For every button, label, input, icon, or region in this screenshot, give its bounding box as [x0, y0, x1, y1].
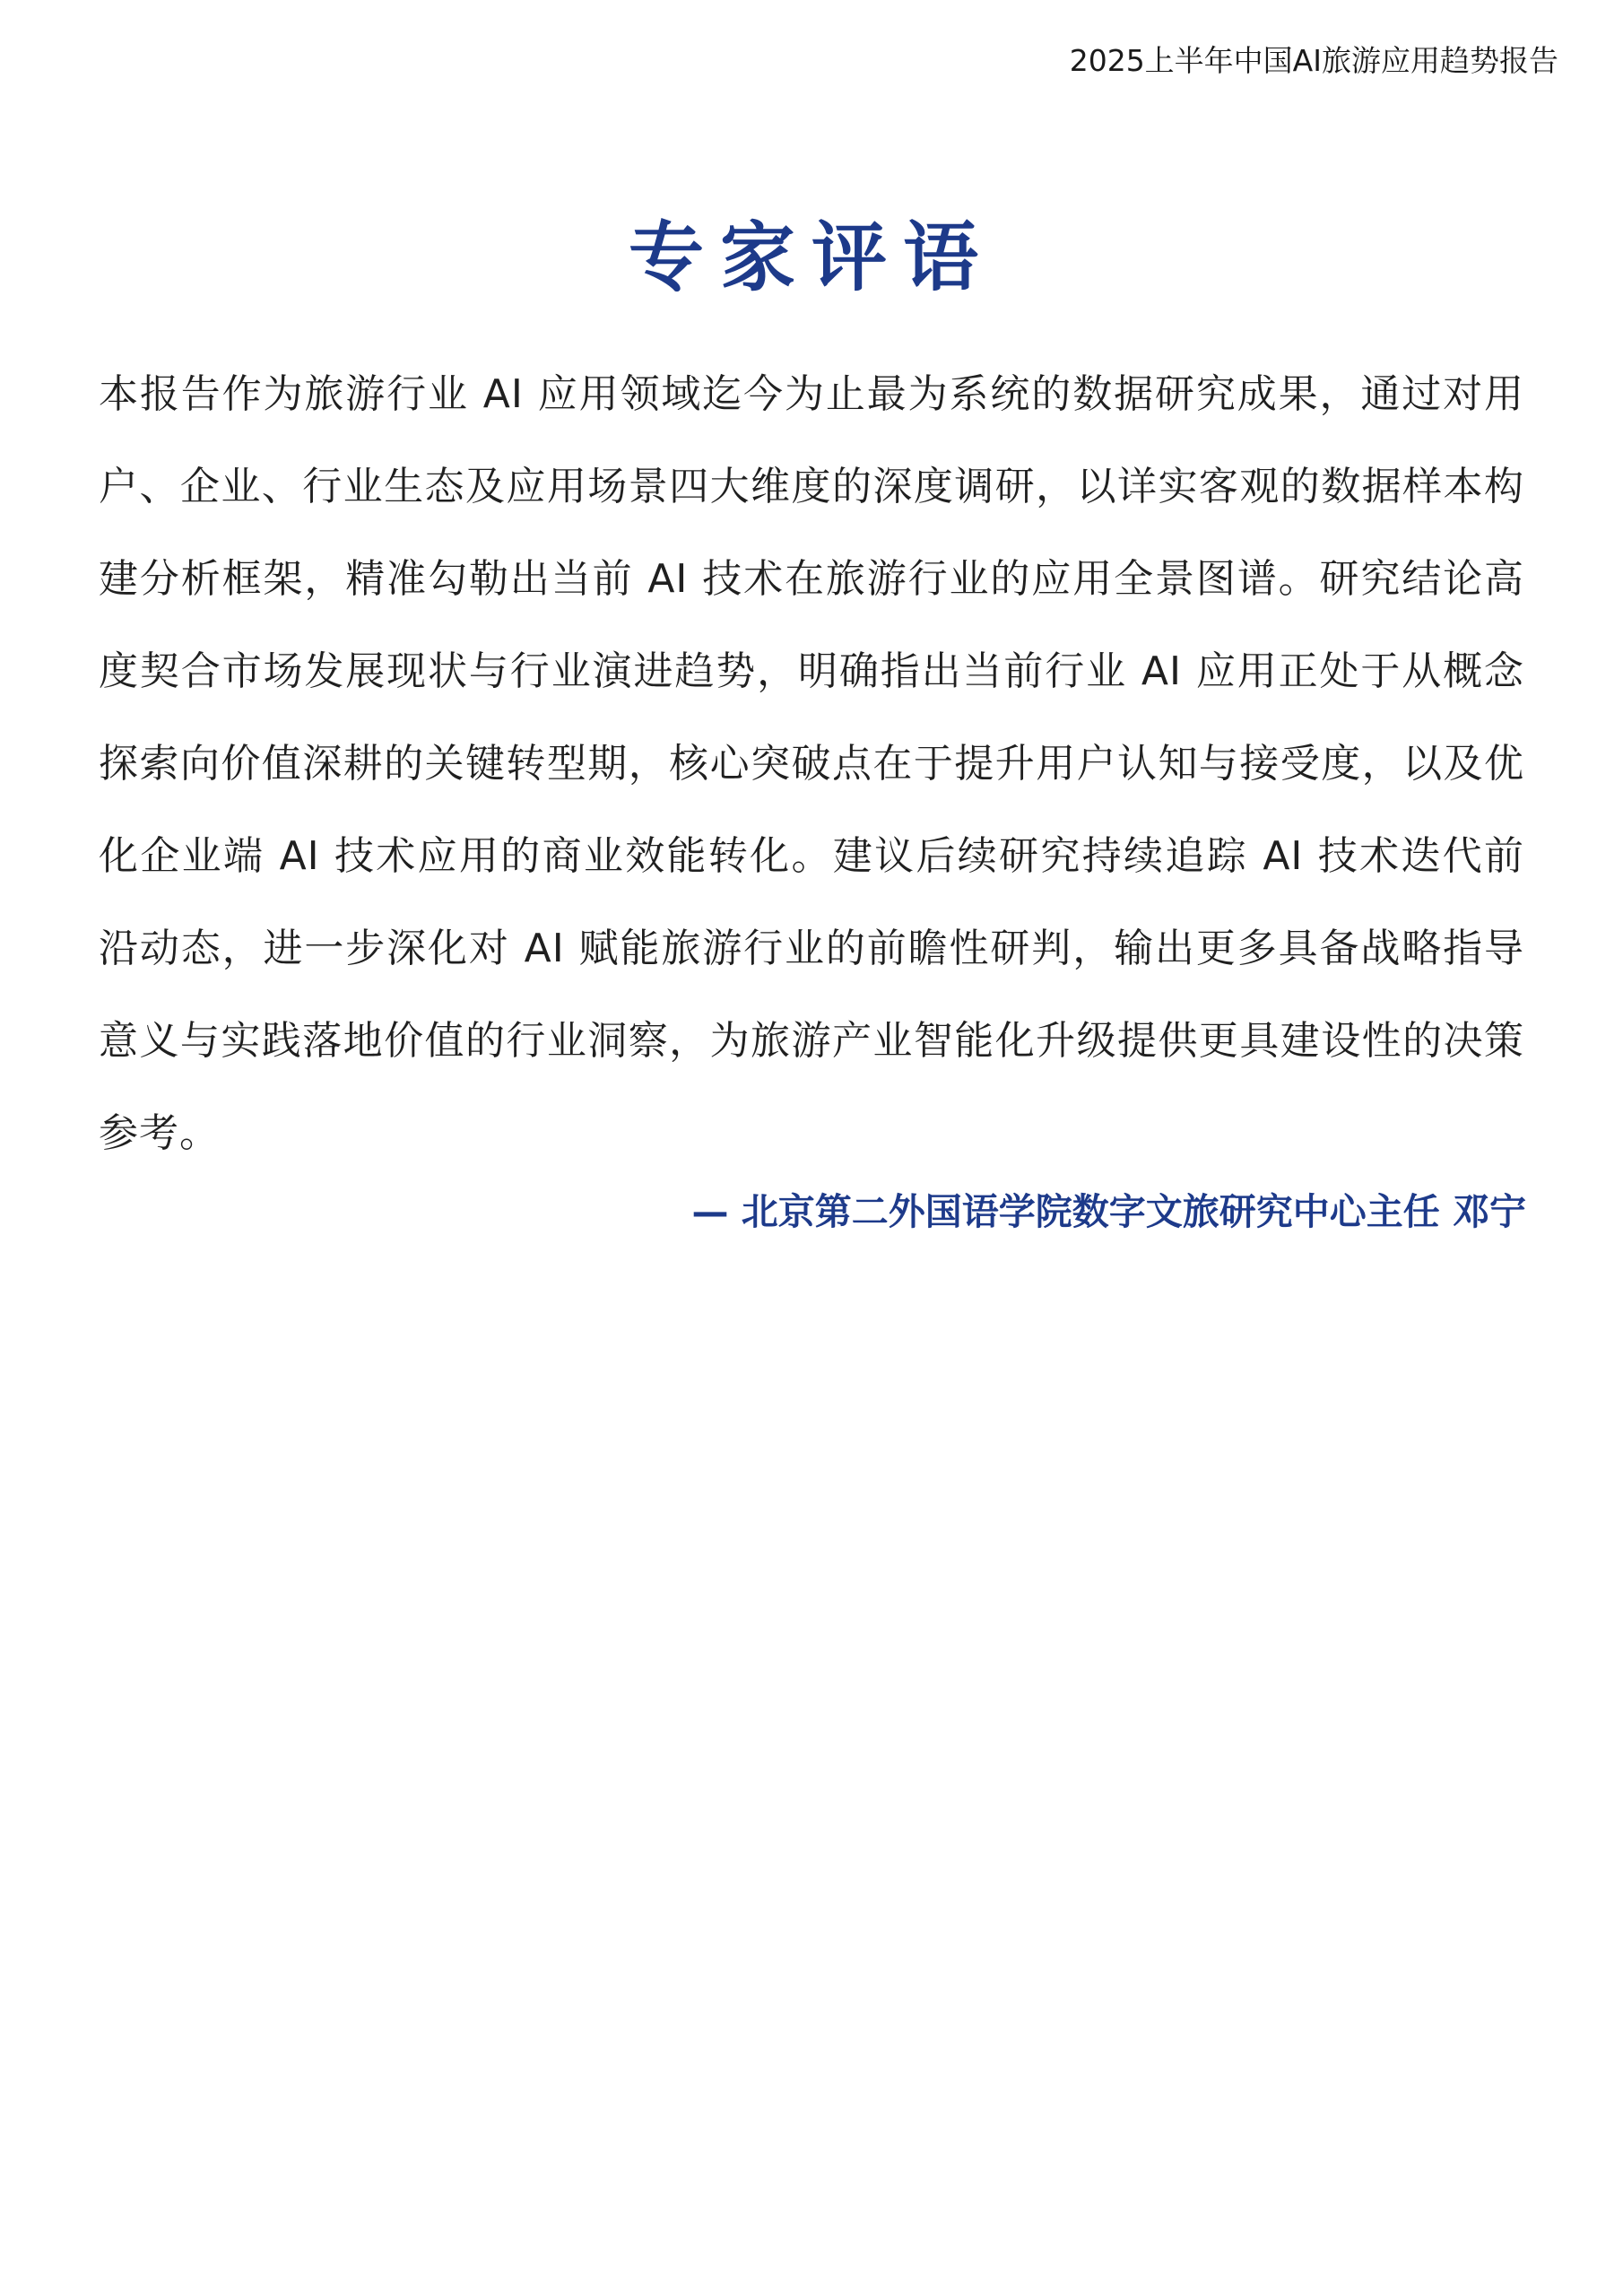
expert-comment-text: 本报告作为旅游行业 AI 应用领域迄今为止最为系统的数据研究成果，通过对用户、企业、行业生态及应用场景四大维度的深度调研，以详实客观的数据样本构建分析框架，精准勾勒出当前 AI 技术在旅游行业的应用全景图谱。研究结论高度契合市场发展现状与行业演进趋势，明确指出当前行业 AI 应用正处于从概念探索向价值深耕的关键转型期，核心突破点在于提升用户认知与接受度，以及优化企业端 AI 技术应用的商业效能转化。建议后续研究持续追踪 AI 技术迭代前沿动态，进一步深化对 AI 赋能旅游行业的前瞻性研判，输出更多具备战略指导意义与实践落地价值的行业洞察，为旅游产业智能化升级提供更具建设性的决策参考。 — [99, 371, 1524, 1156]
section-title: 专家评语 — [628, 213, 994, 301]
report-header-title: 2025上半年中国AI旅游应用趋势报告 — [1069, 43, 1558, 78]
expert-signature: — 北京第二外国语学院数字文旅研究中心主任 邓宁 — [691, 1190, 1526, 1233]
